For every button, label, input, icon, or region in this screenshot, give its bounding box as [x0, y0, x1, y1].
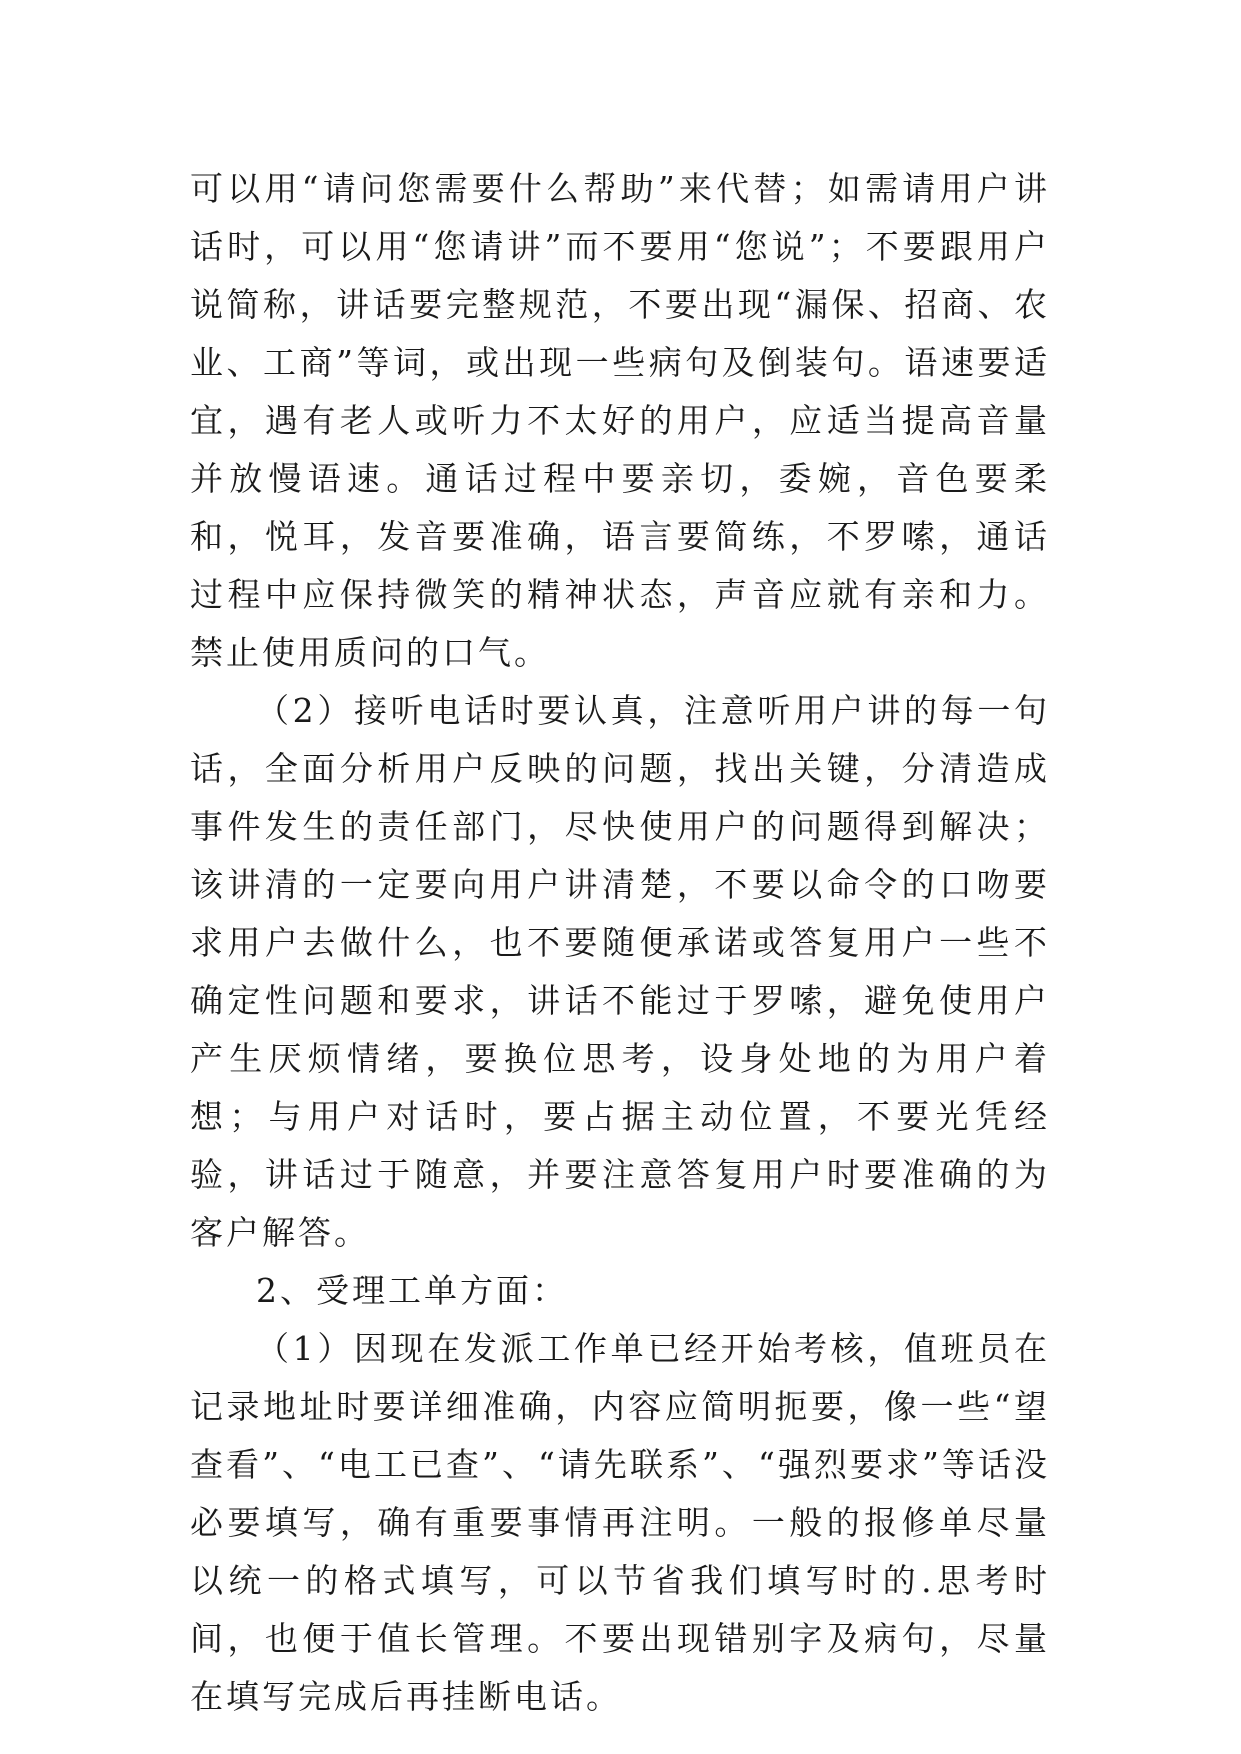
body-text [190, 160, 1050, 1726]
section-heading-work-orders: 2、受理工单方面： [256, 1271, 568, 1310]
paragraph-phone-etiquette-continued: 可以用“请问您需要什么帮助”来代替；如需请用户讲话时，可以用“您请讲”而不要用“您说”；不要跟用户说简称，讲话要完整规范，不要出现“漏保、招商、农业、工商”等词，或出现一些病句及倒装句。语速要适宜，遇有老人或听力不太好的用户，应适当提高音量并放慢语速。通话过程中要亲切，委婉，音色要柔和，悦耳，发音要准确，语言要简练，不罗嗦，通话过程中应保持微笑的精神状态，声音应就有亲和力。禁止使用质问的口气。 [190, 169, 1050, 672]
paragraph-work-order-recording: （1）因现在发派工作单已经开始考核，值班员在记录地址时要详细准确，内容应简明扼要，像一些“望查看”、“电工已查”、“请先联系”、“强烈要求”等话没必要填写，确有重要事情再注明。一般的报修单尽量以统一的格式填写，可以节省我们填写时的.思考时间，也便于值长管理。不要出现错别字及病句，尽量在填写完成后再挂断电话。 [190, 1329, 1050, 1716]
paragraph-listening-carefully: （2）接听电话时要认真，注意听用户讲的每一句话，全面分析用户反映的问题，找出关键，分清造成事件发生的责任部门，尽快使用户的问题得到解决；该讲清的一定要向用户讲清楚，不要以命令的口吻要求用户去做什么，也不要随便承诺或答复用户一些不确定性问题和要求，讲话不能过于罗嗦，避免使用户产生厌烦情绪，要换位思考，设身处地的为用户着想；与用户对话时，要占据主动位置，不要光凭经验，讲话过于随意，并要注意答复用户时要准确的为客户解答。 [190, 691, 1050, 1252]
